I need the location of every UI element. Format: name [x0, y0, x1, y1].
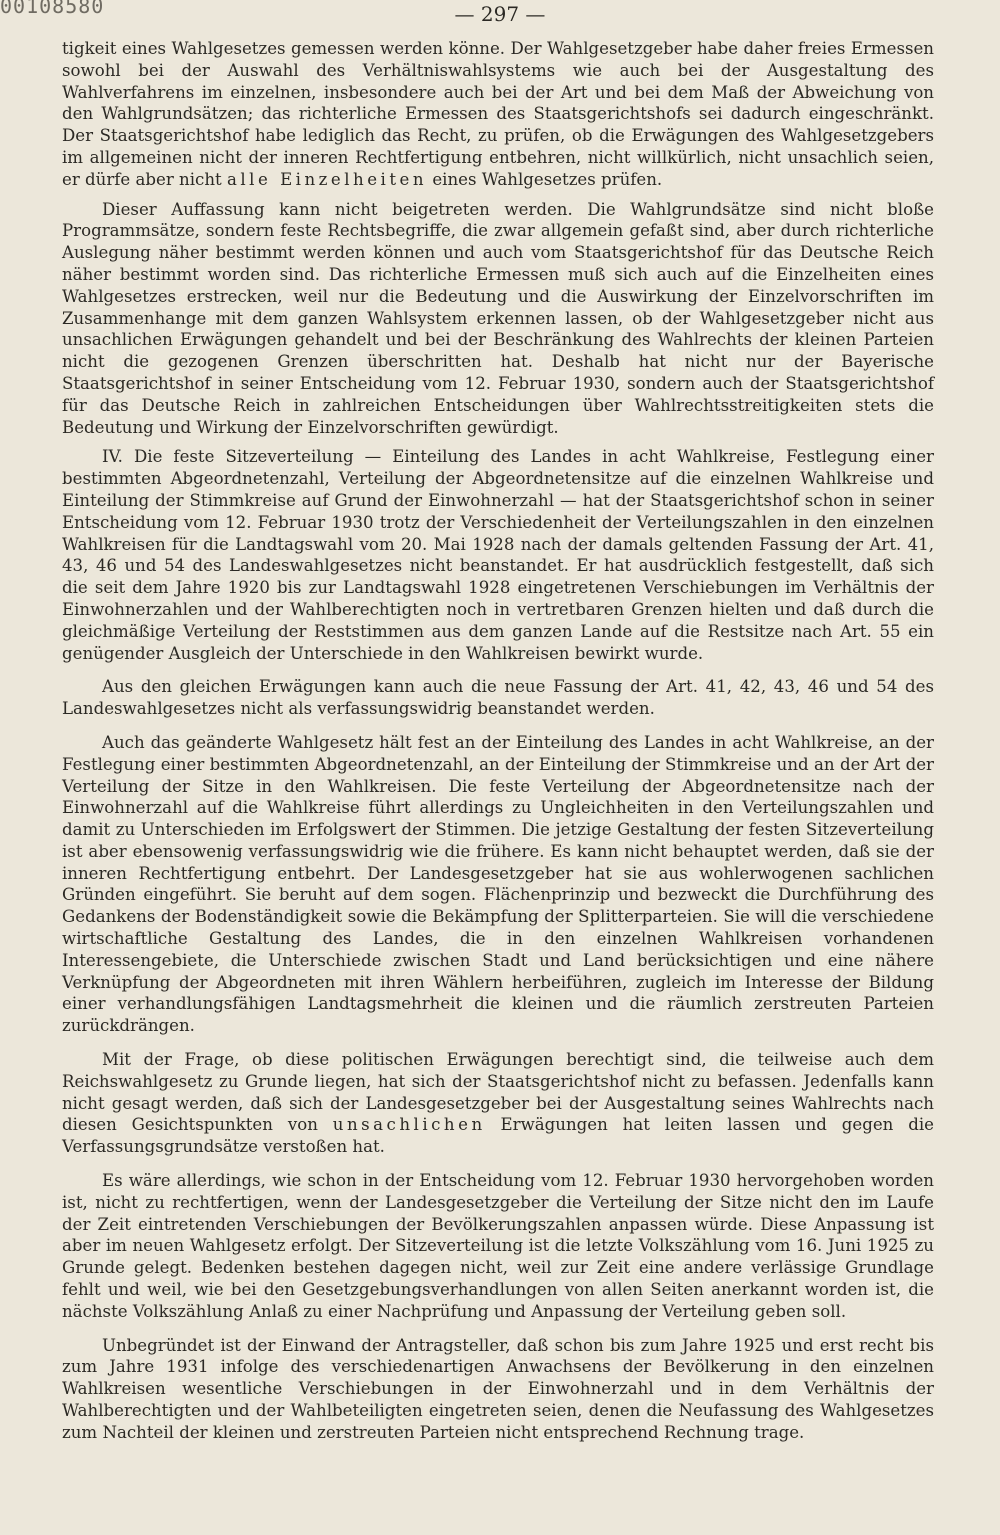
paragraph-4: Aus den gleichen Erwägungen kann auch die neue Fassung der Art. 41, 42, 43, 46 und 54 des Landeswahlgesetzes nicht als verfassungswidrig beanstandet werden.	[62, 677, 934, 719]
paragraph-6	[62, 1049, 934, 1158]
page-number: — 297 —	[454, 2, 546, 26]
archive-id: 00108580	[0, 0, 105, 18]
paragraph-1-text-a: tigkeit eines Wahlgesetzes gemessen werden könne. Der Wahlgesetzgeber habe daher freies Ermessen sowohl bei der Auswahl des Verhältniswahlsystems wie auch bei der Ausgestaltung des Wahlverfahrens im einzelnen, insbesondere auch bei der Art und bei dem Maß der Abweichung von den Wahlgrundsätzen; das richterliche Ermessen des Staatsgerichtshofs sei dadurch eingeschränkt. Der Staatsgerichtshof habe lediglich das Recht, zu prüfen, ob die Erwägungen des Wahlgesetzgebers im allgemeinen nicht der inneren Rechtfertigung entbehren, nicht willkürlich, nicht unsachlich seien, er dürfe aber nicht	[62, 39, 934, 189]
paragraph-6-text-b: Erwägungen hat leiten lassen und gegen die Verfassungsgrundsätze verstoßen hat.	[62, 1115, 934, 1157]
paragraph-3-section-iv: IV. Die feste Sitzeverteilung — Einteilung des Landes in acht Wahlkreise, Festlegung einer bestimmten Abgeordnetenzahl, Verteilung der Abgeordnetensitze auf die einzelnen Wahlkreise und Einteilung der Stimmkreise auf Grund der Einwohnerzahl — hat der Staatsgerichtshof schon in seiner Entscheidung vom 12. Februar 1930 trotz der Verschiedenheit der Verteilungszahlen in den einzelnen Wahlkreisen für die Landtagswahl vom 20. Mai 1928 nach der damals geltenden Fassung der Art. 41, 43, 46 und 54 des Landeswahlgesetzes nicht beanstandet. Er hat ausdrücklich festgestellt, daß sich die seit dem Jahre 1920 bis zur Landtagswahl 1928 eingetretenen Verschiebungen im Verhältnis der Einwohnerzahlen und der Wahlberechtigten noch in vertretbaren Grenzen hielten und daß durch die gleichmäßige Verteilung der Reststimmen aus dem ganzen Lande auf die Restsitze nach Art. 55 ein genügender Ausgleich der Unterschiede in den Wahlkreisen bewirkt wurde.	[62, 447, 934, 663]
paragraph-5: Auch das geänderte Wahlgesetz hält fest an der Einteilung des Landes in acht Wahlkreise, an der Festlegung einer bestimmten Abgeordnetenzahl, an der Einteilung der Stimmkreise und an der Art der Verteilung der Sitze in den Wahlkreisen. Die feste Verteilung der Abgeordnetensitze nach der Einwohnerzahl auf die Wahlkreise führt allerdings zu Ungleichheiten in den Verteilungszahlen und damit zu Unterschieden im Erfolgswert der Stimmen. Die jetzige Gestaltung der festen Sitzeverteilung ist aber ebensowenig verfassungswidrig wie die frühere. Es kann nicht behauptet werden, daß sie der inneren Rechtfertigung entbehrt. Der Landesgesetzgeber hat sie aus wohlerwogenen sachlichen Gründen eingeführt. Sie beruht auf dem sogen. Flächenprinzip und bezweckt die Durchführung des Gedankens der Bodenständigkeit sowie die Bekämpfung der Splitterparteien. Sie will die verschiedene wirtschaftliche Gestaltung des Landes, die in den einzelnen Wahlkreisen vorhandenen Interessengebiete, die Unterschiede zwischen Stadt und Land berücksichtigen und eine nähere Verknüpfung der Abgeordneten mit ihren Wählern herbeiführen, zugleich im Interesse der Bildung einer verhandlungsfähigen Landtagsmehrheit die kleinen und die räumlich zerstreuten Parteien zurückdrängen.	[62, 732, 934, 1036]
paragraph-6-spaced-emphasis: unsachlichen	[332, 1115, 486, 1135]
paragraph-1-spaced-emphasis: alle Einzelheiten	[226, 169, 428, 189]
paragraph-1	[62, 38, 934, 191]
paragraph-1-text-b: eines Wahlgesetzes prüfen.	[427, 169, 663, 189]
paragraph-6-text-a: Mit der Frage, ob diese politischen Erwägungen berechtigt sind, die teilweise auch dem Reichswahlgesetz zu Grunde liegen, hat sich der Staatsgerichtshof nicht zu befassen. Jedenfalls kann nicht gesagt werden, daß sich der Landesgesetzgeber bei der Ausgestaltung seines Wahlrechts nach diesen Gesichtspunkten von	[62, 1050, 934, 1135]
body-text	[62, 38, 934, 1444]
paragraph-2: Dieser Auffassung kann nicht beigetreten werden. Die Wahlgrundsätze sind nicht bloße Programmsätze, sondern feste Rechtsbegriffe, die zwar allgemein gefaßt sind, aber durch richterliche Auslegung näher bestimmt werden können und auch vom Staatsgerichtshof für das Deutsche Reich näher bestimmt worden sind. Das richterliche Ermessen muß sich auch auf die Einzelheiten eines Wahlgesetzes erstrecken, weil nur die Bedeutung und die Auswirkung der Einzelvorschriften im Zusammenhange mit dem ganzen Wahlsystem erkennen lassen, ob der Wahlgesetzgeber nicht aus unsachlichen Erwägungen gehandelt und bei der Beschränkung des Wahlrechts der kleinen Parteien nicht die gezogenen Grenzen überschritten hat. Deshalb hat nicht nur der Bayerische Staatsgerichtshof in seiner Entscheidung vom 12. Februar 1930, sondern auch der Staatsgerichtshof für das Deutsche Reich in zahlreichen Entscheidungen über Wahlrechtsstreitigkeiten stets die Bedeutung und Wirkung der Einzelvorschriften gewürdigt.	[62, 199, 934, 437]
paragraph-8: Unbegründet ist der Einwand der Antragsteller, daß schon bis zum Jahre 1925 und erst recht bis zum Jahre 1931 infolge des verschiedenartigen Anwachsens der Bevölkerung in den einzelnen Wahlkreisen wesentliche Verschiebungen in der Einwohnerzahl und in dem Verhältnis der Wahlberechtigten und der Wahlbeteiligten eingetreten seien, denen die Neufassung des Wahlgesetzes zum Nachteil der kleinen und zerstreuten Parteien nicht entsprechend Rechnung trage.	[62, 1335, 934, 1442]
paragraph-7: Es wäre allerdings, wie schon in der Entscheidung vom 12. Februar 1930 hervorgehoben worden ist, nicht zu rechtfertigen, wenn der Landesgesetzgeber die Verteilung der Sitze nicht den im Laufe der Zeit eintretenden Verschiebungen der Bevölkerungszahlen anpassen würde. Diese Anpassung ist aber im neuen Wahlgesetz erfolgt. Der Sitzeverteilung ist die letzte Volkszählung vom 16. Juni 1925 zu Grunde gelegt. Bedenken bestehen dagegen nicht, weil zur Zeit eine andere verlässige Grundlage fehlt und weil, wie bei den Gesetzgebungsverhandlungen von allen Seiten anerkannt worden ist, die nächste Volkszählung Anlaß zu einer Nachprüfung und Anpassung der Verteilung geben soll.	[62, 1171, 934, 1321]
